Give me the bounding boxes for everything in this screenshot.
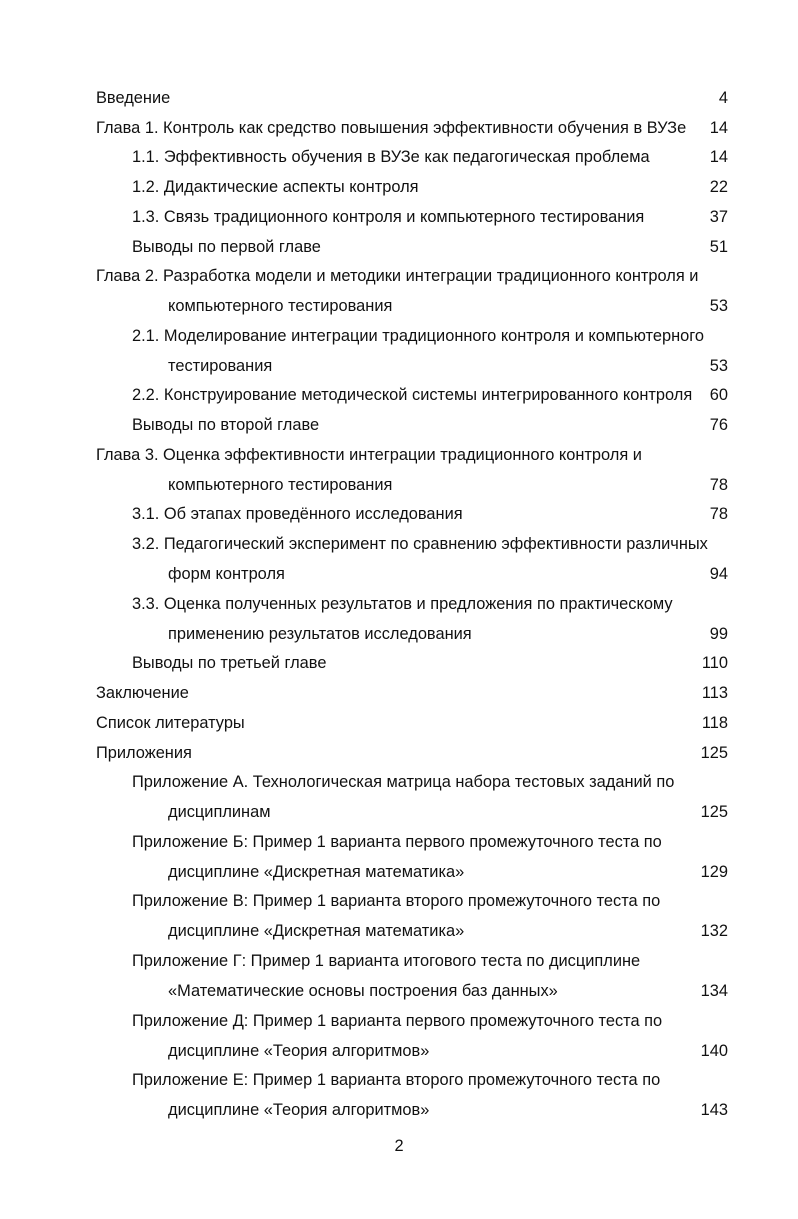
toc-entry-text-continued: тестирования — [168, 357, 273, 375]
page-number: 2 — [394, 1137, 404, 1155]
toc-entry-page: 118 — [701, 714, 728, 732]
toc-entry-page: 37 — [709, 208, 728, 226]
toc-entry-text: 2.1. Моделирование интеграции традиционного контроля и компьютерного — [132, 327, 704, 345]
toc-entry-page: 78 — [709, 505, 728, 523]
toc-entry-page: 125 — [700, 744, 728, 762]
toc-entry-text: 3.3. Оценка полученных результатов и предложения по практическому — [132, 595, 673, 613]
toc-entry-page: 60 — [709, 386, 728, 404]
toc-entry-page: 143 — [700, 1101, 728, 1119]
toc-entry-text: Приложение Б: Пример 1 варианта первого промежуточного теста по — [132, 833, 662, 851]
toc-entry-text: Приложение А. Технологическая матрица набора тестовых заданий по — [132, 773, 675, 791]
toc-entry-page: 110 — [701, 654, 728, 672]
toc-entry-page: 53 — [709, 297, 728, 315]
toc-entry-page: 76 — [709, 416, 728, 434]
toc-entry-text-continued: форм контроля — [168, 565, 285, 583]
toc-entry-page: 125 — [700, 803, 728, 821]
toc-entry-text-continued: компьютерного тестирования — [168, 297, 393, 315]
toc-entry-page: 14 — [709, 119, 728, 137]
toc-entry-text: Выводы по третьей главе — [132, 654, 327, 672]
toc-entry-page: 51 — [709, 238, 728, 256]
toc-entry-page: 78 — [709, 476, 728, 494]
toc-entry-page: 4 — [718, 89, 728, 107]
toc-entry-text: Приложения — [96, 744, 192, 762]
toc-entry-page: 14 — [709, 148, 728, 166]
toc-entry-text: Приложение Г: Пример 1 варианта итогового теста по дисциплине — [132, 952, 641, 970]
toc-entry-text: Приложение В: Пример 1 варианта второго промежуточного теста по — [132, 892, 661, 910]
toc-entry-page: 53 — [709, 357, 728, 375]
toc-entry-page: 99 — [709, 625, 728, 643]
toc-entry-text: Глава 2. Разработка модели и методики интеграции традиционного контроля и — [96, 267, 699, 285]
toc-entry-text-continued: применению результатов исследования — [168, 625, 472, 643]
toc-entry-text-continued: дисциплинам — [168, 803, 271, 821]
toc-entry-text-continued: дисциплине «Дискретная математика» — [168, 922, 465, 940]
toc-entry-text: Приложение Д: Пример 1 варианта первого промежуточного теста по — [132, 1012, 663, 1030]
toc-entry-text: 2.2. Конструирование методической системы интегрированного контроля — [132, 386, 693, 404]
toc-entry-page: 22 — [709, 178, 728, 196]
toc-entry-text: Приложение Е: Пример 1 варианта второго промежуточного теста по — [132, 1071, 661, 1089]
toc-entry-text-continued: компьютерного тестирования — [168, 476, 393, 494]
toc-entry-text: Глава 1. Контроль как средство повышения эффективности обучения в ВУЗе — [96, 119, 687, 137]
toc-entry-page: 134 — [700, 982, 728, 1000]
toc-entry-text: 1.1. Эффективность обучения в ВУЗе как педагогическая проблема — [132, 148, 650, 166]
toc-entry-text: Глава 3. Оценка эффективности интеграции традиционного контроля и — [96, 446, 642, 464]
toc-entry-text: 3.2. Педагогический эксперимент по сравнению эффективности различных — [132, 535, 708, 553]
toc-entry-text: 1.3. Связь традиционного контроля и компьютерного тестирования — [132, 208, 645, 226]
toc-entry-text: Заключение — [96, 684, 189, 702]
toc-entry-page: 113 — [701, 684, 728, 702]
toc-entry-text: Выводы по второй главе — [132, 416, 320, 434]
toc-entry-text: 3.1. Об этапах проведённого исследования — [132, 505, 463, 523]
toc-entry-text: Список литературы — [96, 714, 245, 732]
toc-entry-text-continued: дисциплине «Теория алгоритмов» — [168, 1042, 430, 1060]
toc-entry-text: Выводы по первой главе — [132, 238, 321, 256]
toc-entry-text: Введение — [96, 89, 171, 107]
toc-entry-page: 140 — [700, 1042, 728, 1060]
toc-entry-page: 94 — [709, 565, 728, 583]
toc-entry-text-continued: «Математические основы построения баз данных» — [168, 982, 558, 1000]
toc-entry-text: 1.2. Дидактические аспекты контроля — [132, 178, 419, 196]
toc-entry-text-continued: дисциплине «Дискретная математика» — [168, 863, 465, 881]
toc-entry-text-continued: дисциплине «Теория алгоритмов» — [168, 1101, 430, 1119]
toc-entry-page: 132 — [700, 922, 728, 940]
toc-entry-page: 129 — [700, 863, 728, 881]
